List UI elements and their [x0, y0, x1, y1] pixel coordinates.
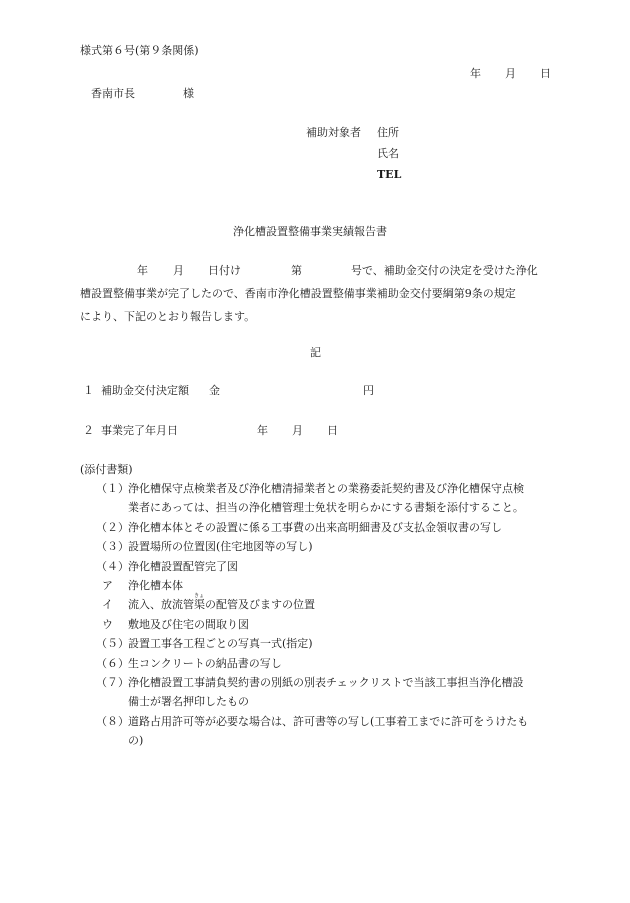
attachment-text-cont: 備士が署名押印したもの	[128, 695, 249, 709]
sub-item-mark: ウ	[102, 617, 113, 631]
body-line-1	[80, 259, 560, 282]
item-2-month: 月	[292, 424, 303, 437]
attachment-item-7	[80, 677, 570, 696]
attachment-text: 浄化槽保守点検業者及び浄化槽清掃業者との業務委託契約書及び浄化槽保守点検	[128, 482, 524, 495]
attachment-number: （８）	[96, 714, 129, 728]
ki-marker: 記	[310, 346, 321, 359]
attachment-text: 浄化槽本体とその設置に係る工事費の出来高明細書及び支払金領収書の写し	[128, 520, 502, 534]
attachment-item-2	[80, 522, 570, 541]
attachment-text-cont: の)	[128, 734, 144, 748]
body-dai: 第	[291, 264, 302, 277]
item-2-number: ２	[83, 424, 94, 437]
item-2-label: 事業完了年月日	[101, 424, 178, 437]
body-paragraph	[80, 259, 560, 328]
sub-item-text	[128, 593, 315, 612]
address-label: 住所	[377, 126, 399, 139]
document-title: 浄化槽設置整備事業実績報告書	[233, 225, 387, 238]
item-2-day: 日	[327, 424, 338, 437]
attachment-sub-item-a	[80, 580, 570, 599]
name-label: 氏名	[377, 147, 399, 160]
body-line-3: により、下記のとおり報告します。	[80, 310, 256, 323]
attachments-heading: (添付書類)	[80, 463, 133, 476]
attachment-item-6	[80, 658, 570, 677]
attachments-list	[80, 483, 570, 754]
item-1-number: １	[83, 384, 94, 397]
attachment-text-cont: 業者にあっては、担当の浄化槽管理士免状を明らかにする書類を添付すること。	[128, 501, 524, 515]
sub-item-text-before: 流入、放流管	[128, 598, 194, 612]
attachment-number: （７）	[96, 675, 129, 689]
date-day-label: 日	[540, 67, 551, 80]
attachment-item-5	[80, 638, 570, 657]
attachment-text: 設置工事各工程ごとの写真一式(指定)	[128, 637, 313, 651]
sub-item-text: 浄化槽本体	[128, 578, 183, 592]
ruby-group	[194, 593, 205, 612]
sub-item-text: 敷地及び住宅の間取り図	[128, 617, 249, 631]
attachment-text: 浄化槽設置配管完了図	[128, 559, 238, 573]
attachment-text: 設置場所の位置図(住宅地図等の写し)	[128, 540, 313, 554]
attachment-number: （４）	[96, 559, 129, 573]
ruby-base: 渠	[194, 598, 205, 612]
attachment-number: （５）	[96, 637, 129, 651]
attachment-item-4	[80, 561, 570, 580]
date-year-label: 年	[470, 67, 481, 80]
addressee-name: 香南市長	[91, 87, 135, 100]
tel-label: TEL	[377, 168, 402, 181]
item-1-prefix: 金	[209, 384, 220, 397]
ruby-reading: きょ	[194, 593, 205, 600]
item-1-label: 補助金交付決定額	[101, 384, 189, 397]
attachment-item-1-cont	[80, 502, 570, 521]
date-month-label: 月	[505, 67, 516, 80]
attachment-number: （１）	[96, 482, 129, 495]
attachment-item-7-cont	[80, 696, 570, 715]
attachment-number: （２）	[96, 520, 129, 534]
attachment-number: （６）	[96, 656, 129, 670]
body-line-2: 槽設置整備事業が完了したので、香南市浄化槽設置整備事業補助金交付要綱第9条の規定	[80, 287, 516, 300]
sub-item-text-after: の配管及びますの位置	[205, 598, 315, 612]
item-1-unit: 円	[363, 384, 374, 397]
body-month: 月	[173, 264, 184, 277]
addressee-honorific: 様	[183, 87, 194, 100]
applicant-label: 補助対象者	[306, 126, 361, 139]
item-2-year: 年	[257, 424, 268, 437]
attachment-item-3	[80, 541, 570, 560]
attachment-item-8	[80, 716, 570, 735]
attachment-item-1	[80, 483, 570, 502]
attachment-text: 道路占用許可等が必要な場合は、許可書等の写し(工事着工までに許可をうけたも	[128, 714, 529, 728]
attachment-text: 浄化槽設置工事請負契約書の別紙の別表チェックリストで当該工事担当浄化槽設	[128, 675, 524, 689]
attachment-sub-item-i	[80, 593, 570, 618]
sub-item-mark: ア	[102, 578, 113, 592]
attachment-sub-item-u	[80, 619, 570, 638]
attachment-item-8-cont	[80, 735, 570, 754]
sub-item-mark: イ	[102, 598, 113, 612]
attachment-number: （３）	[96, 540, 129, 554]
body-year: 年	[137, 264, 148, 277]
body-rest: 号で、補助金交付の決定を受けた浄化	[351, 264, 538, 277]
attachment-text: 生コンクリートの納品書の写し	[128, 656, 282, 670]
body-dated: 日付け	[208, 264, 241, 277]
form-number: 様式第６号(第９条関係)	[80, 44, 199, 57]
